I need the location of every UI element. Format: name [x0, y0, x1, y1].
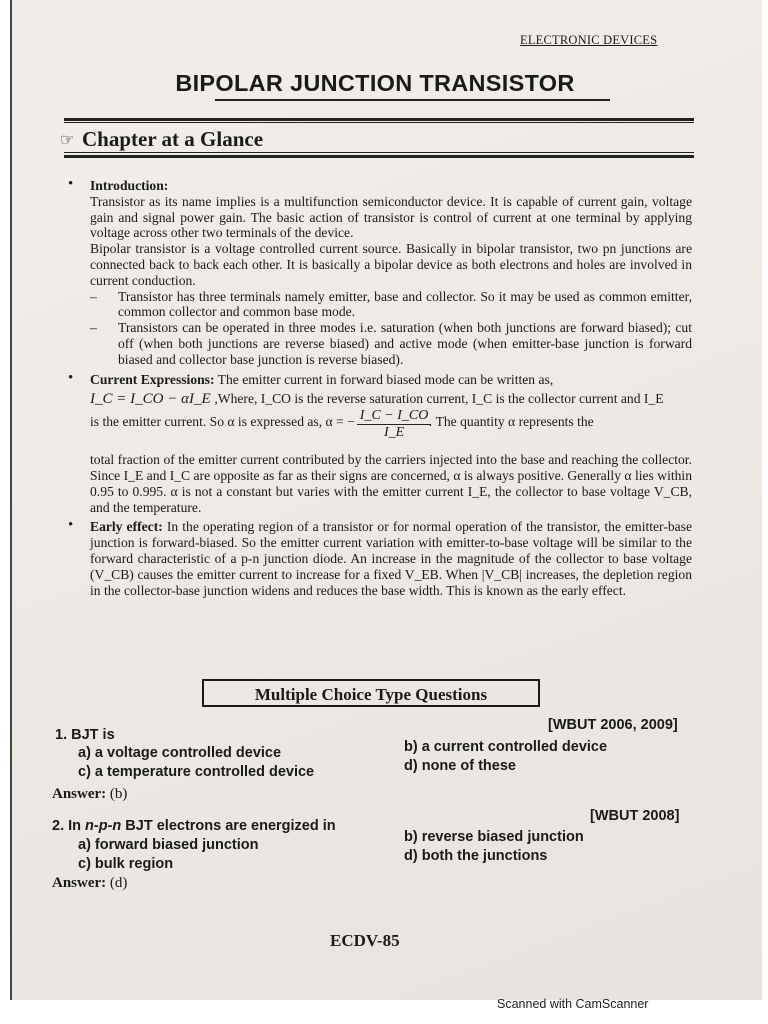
chapter-summary — [68, 178, 692, 598]
q2-option-b: b) reverse biased junction — [404, 829, 584, 845]
q2-stem: 2. In n-p-n BJT electrons are energized in — [52, 818, 336, 834]
pointing-hand-icon: ☞ — [60, 132, 75, 149]
mcq-title: Multiple Choice Type Questions — [202, 679, 540, 707]
title-underline — [215, 99, 610, 101]
divider-bottom — [64, 155, 694, 158]
q1-option-d: d) none of these — [404, 758, 516, 774]
q2-reference: [WBUT 2008] — [590, 808, 680, 824]
divider-bottom-thin — [64, 152, 694, 153]
q1-option-b: b) a current controlled device — [404, 739, 608, 755]
intro-paragraph-2: Bipolar transistor is a voltage controlled current source. Basically in bipolar transistor, two pn junctions are connected back to back each other. It is basically a bipolar device as both electrons and holes are involved in current conduction. — [90, 241, 692, 288]
page-edge — [10, 0, 12, 1000]
divider-top-thin — [64, 122, 694, 123]
page-title: BIPOLAR JUNCTION TRANSISTOR — [175, 70, 575, 96]
divider-top — [64, 118, 694, 121]
section-heading: Chapter at a Glance — [82, 127, 264, 151]
q1-answer: Answer: (b) — [52, 786, 128, 802]
alpha-description: total fraction of the emitter current contributed by the carriers injected into the base and reaching the collector. Since I_E and I_C are opposite as far as their signs are concerned, α is always positive. Generally α lies within 0.95 to 0.995. α is not a constant but varies with the emitter current I_E, the collector to base voltage V_CB, and the temperature. — [90, 452, 692, 515]
q1-reference: [WBUT 2006, 2009] — [548, 717, 678, 733]
alpha-expression: is the emitter current. So α is expressed as, α = − $\frac{I\_C - I\_CO}{I\_E}$ . The quantity α represents the — [90, 408, 594, 440]
q1-option-a: a) a voltage controlled device — [78, 745, 282, 761]
q1-stem: 1. BJT is — [55, 727, 115, 743]
early-effect: • Early effect: In the operating region of a transistor or for normal operation of the transistor, the emitter-base junction is forward-biased. So the emitter current variation with emitter-to-base voltage will be similar to the forward characteristic of a p-n junction diode. An increase in the magnitude of the collector to base voltage (V_CB) causes the emitter current to increase for a fixed V_EB. When |V_CB| increases, the depletion region in the collector-base junction widens and reduces the base width. This is known as the early effect. — [68, 519, 692, 598]
current-formula: I_C = I_CO − αI_E ,Where, I_CO is the reverse saturation current, I_C is the collector current and I_E — [90, 391, 664, 408]
page-code: ECDV-85 — [330, 931, 400, 950]
intro-subpoint-terminals: – Transistor has three terminals namely emitter, base and collector. So it may be used as common emitter, common collector and common base mode. — [68, 289, 692, 321]
intro-heading: • Introduction: — [68, 178, 692, 194]
intro-subpoint-modes: – Transistors can be operated in three modes i.e. saturation (when both junctions are forward biased); cut off (when both junctions are reverse biased) and active mode (when emitter-base junction is forward biased and collector base junction is reverse biased). — [68, 320, 692, 367]
q2-option-a: a) forward biased junction — [78, 837, 259, 853]
q2-option-d: d) both the junctions — [404, 848, 548, 864]
q2-option-c: c) bulk region — [78, 856, 174, 872]
q1-option-c: c) a temperature controlled device — [78, 764, 315, 780]
intro-paragraph-1: Transistor as its name implies is a multifunction semiconductor device. It is capable of current gain, voltage gain and signal power gain. The basic action of transistor is control of current at one terminal by applying voltage across other two terminals of the device. — [90, 193, 692, 241]
section-header: ELECTRONIC DEVICES — [520, 33, 658, 47]
current-heading: • Current Expressions: The emitter current in forward biased mode can be written as, — [68, 372, 692, 388]
q2-answer: Answer: (d) — [52, 875, 128, 891]
scanner-watermark: Scanned with CamScanner — [497, 997, 649, 1011]
